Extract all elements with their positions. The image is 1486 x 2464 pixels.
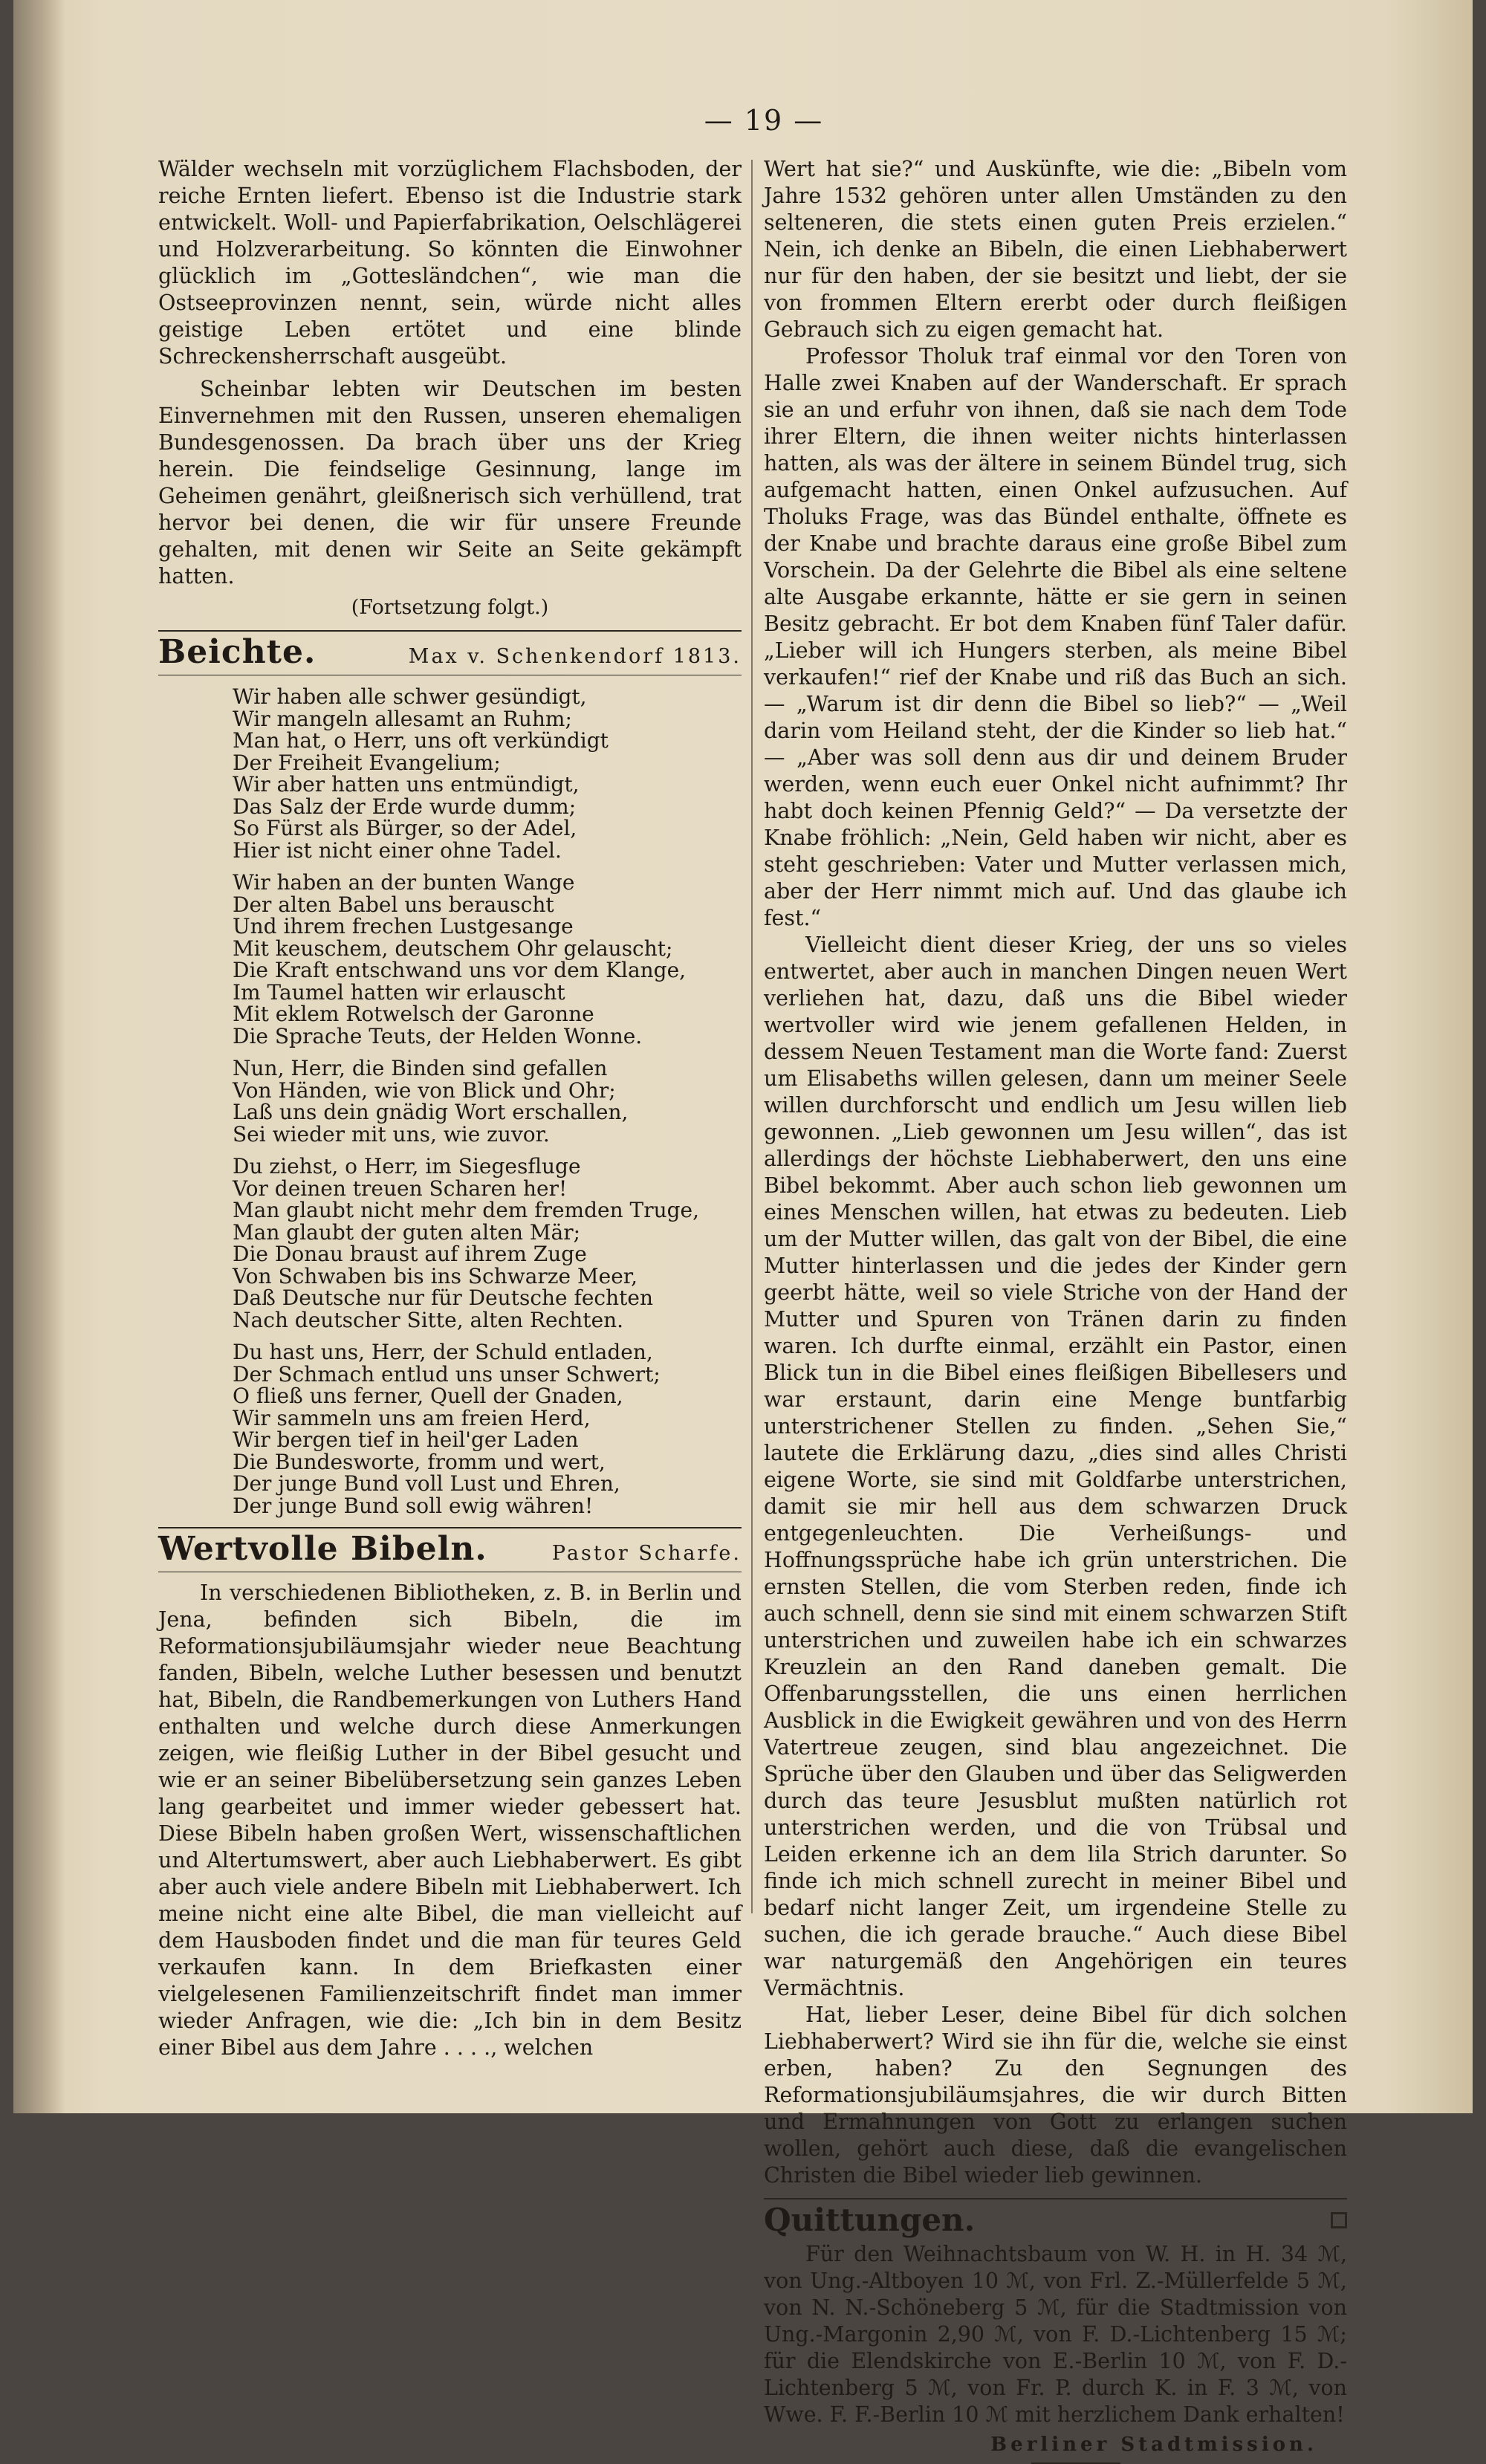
right-paragraph-2: Professor Tholuk traf einmal vor den Toren von Halle zwei Knaben auf der Wanderschaft. Er sprach sie an und erfuhr von ihnen, daß sie nach dem Tode ihrer Eltern, die ihnen weiter nichts hinterlassen hatten, als was der ältere in seinem Bündel trug, sich aufgemacht hatten, einen Onkel aufzusuchen. Auf Tholuks Frage, was das Bündel enthalte, öffnete es der Knabe und brachte daraus eine große Bibel zum Vorschein. Da der Gelehrte die Bibel als eine seltene alte Ausgabe erkannte, hätte er sie gern in seinen Besitz gebracht. Er bot dem Knaben fünf Taler dafür. „Lieber will ich Hungers sterben, als meine Bibel verkaufen!“ rief der Knabe und riß das Buch an sich. — „Warum ist dir denn die Bibel so lieb?“ — „Weil darin vom Heiland steht, der die Kinder so lieb hat.“ — „Aber was soll denn aus dir und deinem Bruder werden, wenn euch euer Onkel nicht aufnimmt? Ihr habt doch keinen Pfennig Geld?“ — Da versetzte der Knabe fröhlich: „Nein, Geld haben wir nicht, aber es steht geschrieben: Vater und Mutter verlassen mich, aber der Herr nimmt mich auf. Und das glaube ich fest.“ — [764, 344, 1347, 930]
quittungen-title: Quittungen. — [764, 2202, 976, 2238]
poem-line: Der alten Babel uns berauscht — [233, 892, 554, 917]
poem-line: Wir aber hatten uns entmündigt, — [233, 772, 580, 797]
right-column — [764, 156, 1347, 2464]
right-paragraph-1: Wert hat sie?“ und Auskünfte, wie die: „Bibeln vom Jahre 1532 gehören unter allen Umständen zu den selteneren, die stets einen guten Preis erzielen.“ Nein, ich denke an Bibeln, die einen Liebhaberwert nur für den haben, der sie besitzt und liebt, der sie von frommen Eltern ererbt oder durch fleißigen Gebrauch sich zu eigen gemacht hat. — [764, 157, 1347, 342]
poem-stanza — [233, 872, 742, 1047]
poem-line: Der Schmach entlud uns unser Schwert; — [233, 1361, 661, 1387]
poem-line: Die Bundesworte, fromm und wert, — [233, 1449, 606, 1474]
poem-line: Und ihrem frechen Lustgesange — [233, 914, 574, 938]
bibeln-title: Wertvolle Bibeln. — [158, 1530, 487, 1568]
poem-line: Laß uns dein gnädig Wort erschallen, — [233, 1100, 629, 1124]
section-divider — [158, 1527, 742, 1528]
left-column — [158, 156, 742, 2061]
poem-line: Mit keuschem, deutschem Ohr gelauscht; — [233, 936, 673, 961]
poem-line: Von Schwaben bis ins Schwarze Meer, — [233, 1263, 638, 1288]
book-spine-shadow — [13, 0, 65, 2113]
poem-line: Wir haben alle schwer gesündigt, — [233, 684, 587, 709]
poem-line: Die Kraft entschwand uns vor dem Klange, — [233, 958, 687, 982]
section-divider — [764, 2198, 1347, 2199]
continued-note: (Fortsetzung folgt.) — [351, 596, 549, 619]
poem-line: Im Taumel hatten wir erlauscht — [233, 979, 565, 1005]
beichte-poem — [158, 686, 742, 1517]
poem-line: Nach deutscher Sitte, alten Rechten. — [233, 1307, 624, 1332]
poem-line: Wir haben an der bunten Wange — [233, 870, 575, 895]
poem-line: Hier ist nicht einer ohne Tadel. — [233, 837, 562, 863]
poem-line: So Fürst als Bürger, so der Adel, — [233, 816, 577, 840]
poem-line: Der junge Bund voll Lust und Ehren, — [233, 1471, 620, 1496]
poem-line: Die Sprache Teuts, der Helden Wonne. — [233, 1023, 643, 1048]
poem-line: Wir bergen tief in heil'ger Laden — [233, 1427, 579, 1452]
newspaper-page — [13, 0, 1473, 2456]
poem-line: Von Händen, wie von Blick und Ohr; — [233, 1077, 616, 1103]
poem-line: Man hat, o Herr, uns oft verkündigt — [233, 728, 609, 753]
poem-line: Man glaubt der guten alten Mär; — [233, 1219, 581, 1245]
poem-stanza — [233, 1341, 742, 1517]
poem-line: Du hast uns, Herr, der Schuld entladen, — [233, 1340, 653, 1364]
poem-stanza — [233, 1057, 742, 1145]
poem-line: Sei wieder mit uns, wie zuvor. — [233, 1121, 550, 1147]
poem-line: Mit eklem Rotwelsch der Garonne — [233, 1002, 594, 1026]
section-divider — [158, 630, 742, 632]
poem-line: O fließ uns ferner, Quell der Gnaden, — [233, 1384, 623, 1408]
right-paragraph-3: Vielleicht dient dieser Krieg, der uns so vieles entwertet, aber auch in manchen Dingen neuen Wert verliehen hat, dazu, daß uns die Bibel wieder wertvoller wird wie jenem gefallenen Helden, in dessem Neuen Testament man die Worte fand: Zuerst um Elisabeths willen gelesen, dann um meiner Seele willen durchforscht und endlich um Jesu willen lieb gewonnen. „Lieb gewonnen um Jesu willen“, das ist allerdings der höchste Liebhaberwert, den uns eine Bibel bekommt. Aber auch schon lieb gewonnen um eines Menschen willen, hat etwas zu bedeuten. Lieb um der Mutter willen, das galt von der Bibel, die eine Mutter hinterlassen und die jedes der Kinder gern geerbt hätte, weil so viele Striche von der Hand der Mutter und Spuren von Tränen darin zu finden waren. Ich durfte einmal, erzählt ein Pastor, einen Blick tun in die Bibel eines fleißigen Bibellesers und war erstaunt, darin eine Menge buntfarbig unterstrichener Stellen zu finden. „Sehen Sie,“ lautete die Erklärung dazu, „dies sind alles Christi eigene Worte, sie sind mit Goldfarbe unterstrichen, damit sie mir hell aus dem schwarzen Druck entgegenleuchten. Die Verheißungs- und Hoffnungssprüche habe ich grün unterstrichen. Die ernsten Stellen, die vom Sterben reden, finde ich auch schnell, denn sie sind mit einem schwarzen Stift unterstrichen und zuweilen habe ich ein schwarzes Kreuzlein an den Rand daneben gemalt. Die Offenbarungsstellen, die uns einen herrlichen Ausblick in die Ewigkeit gewähren und von des Herrn Vatertreue zeugen, sind blau angezeichnet. Die Sprüche über den Glauben und über das Seligwerden durch das teure Jesusblut mußten natürlich rot unterstrichen werden, und die von Trübsal und Leiden erkenne ich an dem lila Strich darunter. So finde ich mich schnell zurecht in meiner Bibel und bedarf nicht langer Zeit, um irgendeine Stelle zu suchen, die ich gerade brauche.“ Auch diese Bibel war naturgemäß den Angehörigen ein teures Vermächtnis. — [764, 933, 1347, 2000]
quittungen-signature: Berliner Stadtmission. — [990, 2434, 1317, 2456]
poem-line: Vor deinen treuen Scharen her! — [233, 1176, 568, 1201]
bibeln-byline: Pastor Scharfe. — [551, 1542, 742, 1565]
intro-paragraph-1: Wälder wechseln mit vorzüglichem Flachsboden, der reiche Ernten liefert. Ebenso ist die Industrie stark entwickelt. Woll- und Papierfabrikation, Oelschlägerei und Holzverarbeitung. So könnten die Einwohner glücklich im „Gottesländchen“, wie man die Ostseeprovinzen nennt, sein, würde nicht alles geistige Leben ertötet und eine blinde Schreckensherrschaft ausgeübt. — [158, 157, 742, 369]
beichte-byline: Max v. Schenkendorf 1813. — [408, 645, 742, 668]
intro-paragraph-2: Scheinbar lebten wir Deutschen im besten Einvernehmen mit den Russen, unseren ehemaligen Bundesgenossen. Da brach über uns der Krieg herein. Die feindselige Gesinnung, lange im Geheimen genährt, gleißnerisch sich verhüllend, trat hervor bei denen, die wir für unsere Freunde gehalten, mit denen wir Seite an Seite gekämpft hatten. — [158, 377, 742, 589]
poem-line: Der Freiheit Evangelium; — [233, 750, 501, 775]
poem-line: Wir mangeln allesamt an Ruhm; — [233, 706, 572, 731]
quittungen-text: Für den Weihnachtsbaum von W. H. in H. 34 ℳ, von Ung.-Altboyen 10 ℳ, von Frl. Z.-Müllerfelde 5 ℳ, von N. N.-Schöneberg 5 ℳ, für die Stadtmission von Ung.-Margonin 2,90 ℳ, von F. D.-Lichtenberg 15 ℳ; für die Elendskirche von E.-Berlin 10 ℳ, von F. D.-Lichtenberg 5 ℳ, von Fr. P. durch K. in F. 3 ℳ, von Wwe. F. F.-Berlin 10 ℳ mit herzlichem Dank erhalten! — [764, 2242, 1347, 2427]
poem-line: Das Salz der Erde wurde dumm; — [233, 794, 577, 819]
poem-stanza — [233, 686, 742, 861]
poem-line: Nun, Herr, die Binden sind gefallen — [233, 1056, 608, 1080]
bibeln-header — [158, 1530, 742, 1568]
beichte-header — [158, 633, 742, 671]
page-number: — 19 — — [704, 104, 824, 137]
poem-line: Du ziehst, o Herr, im Siegesfluge — [233, 1154, 581, 1178]
beichte-title: Beichte. — [158, 633, 317, 671]
poem-line: Wir sammeln uns am freien Herd, — [233, 1405, 591, 1430]
poem-line: Die Donau braust auf ihrem Zuge — [233, 1242, 587, 1266]
poem-line: Der junge Bund soll ewig währen! — [233, 1493, 594, 1518]
poem-line: Daß Deutsche nur für Deutsche fechten — [233, 1286, 654, 1310]
quittungen-header — [764, 2202, 1347, 2238]
right-paragraph-4: Hat, lieber Leser, deine Bibel für dich solchen Liebhaberwert? Wird sie ihn für die, welche sie einst erben, haben? Zu den Segnungen des Reformationsjubiläumsjahres, die wir durch Bitten und Ermahnungen von Gott zu erlangen suchen wollen, gehört auch diese, daß die evangelischen Christen die Bibel wieder lieb gewinnen. — [764, 2003, 1347, 2188]
column-rule — [751, 160, 753, 1913]
poem-stanza — [233, 1155, 742, 1331]
bibeln-text: In verschiedenen Bibliotheken, z. B. in Berlin und Jena, befinden sich Bibeln, die im Reformationsjubiläumsjahr wieder neue Beachtung fanden, Bibeln, welche Luther besessen und benutzt hat, Bibeln, die Randbemerkungen von Luthers Hand enthalten und welche durch diese Anmerkungen zeigen, wie fleißig Luther in der Bibel gesucht und wie er an seiner Bibelübersetzung sein ganzes Leben lang gearbeitet und immer wieder gebessert hat. Diese Bibeln haben großen Wert, wissenschaftlichen und Altertumswert, aber auch Liebhaberwert. Es gibt aber auch viele andere Bibeln mit Liebhaberwert. Ich meine nicht eine alte Bibel, die man vielleicht auf dem Hausboden findet und die man für teures Geld verkaufen kann. In dem Briefkasten einer vielgelesenen Familienzeitschrift findet man immer wieder Anfragen, wie die: „Ich bin in dem Besitz einer Bibel aus dem Jahre . . . ., welchen — [158, 1580, 742, 2060]
poem-line: Man glaubt nicht mehr dem fremden Truge, — [233, 1198, 700, 1222]
square-ornament-icon — [1331, 2212, 1347, 2228]
